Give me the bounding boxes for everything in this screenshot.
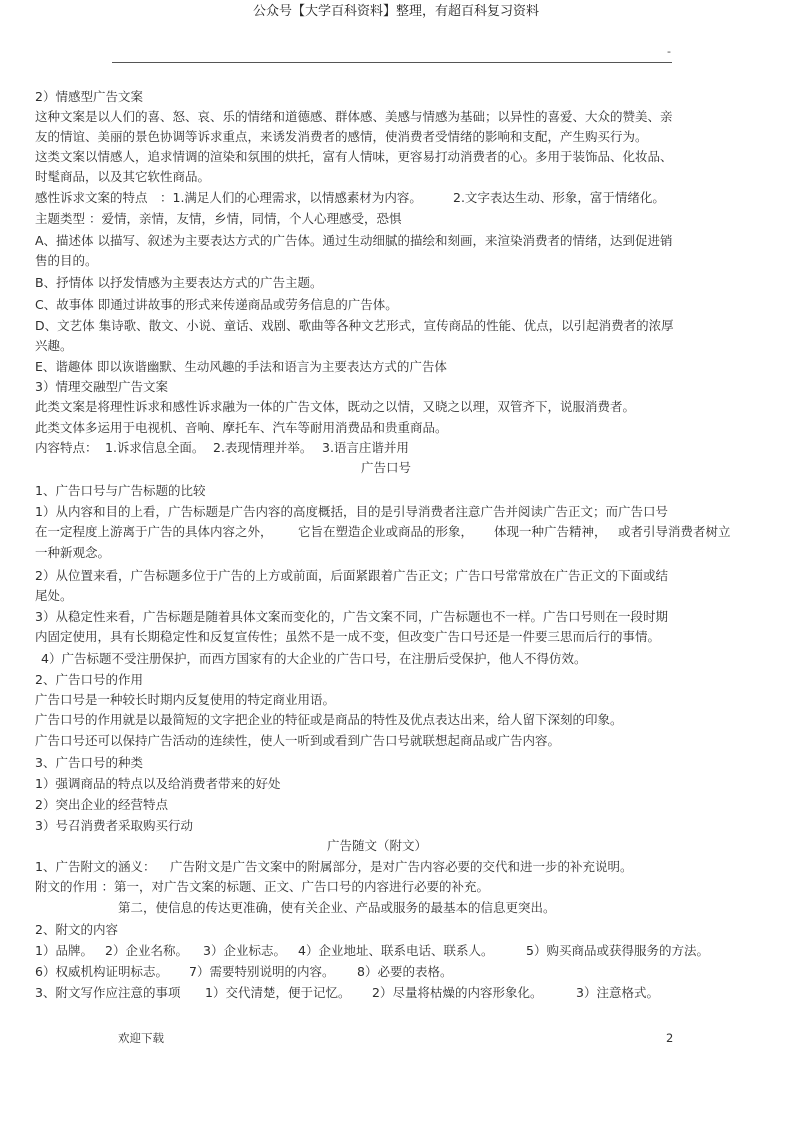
list-item: 1）强调商品的特点以及给消费者带来的好处 — [35, 776, 281, 791]
notes-item: 1）交代清楚，便于记忆。 — [205, 985, 351, 1000]
style-item-b: B、抒情体 以抒发情感为主要表达方式的广告主题。 — [35, 275, 323, 290]
paragraph-line: 4）广告标题不受注册保护，而西方国家有的大企业的广告口号，在注册后受保护，他人不得仿效。 — [41, 651, 587, 666]
paragraph-line: 尾处。 — [35, 588, 73, 603]
style-item-c: C、故事体 即通过讲故事的形式来传递商品或劳务信息的广告体。 — [35, 297, 398, 312]
header-mark: - — [667, 45, 671, 58]
paragraph-line: 此类文案是将理性诉求和感性诉求融为一体的广告文体，既动之以情，又晓之以理，双管齐下，说服消费者。 — [35, 399, 636, 414]
list-item: 2）突出企业的经营特点 — [35, 797, 168, 812]
points-item: 1.诉求信息全面。 — [105, 440, 205, 455]
page-header-title: 公众号【大学百科资料】整理，有超百科复习资料 — [252, 4, 539, 19]
themes-line: 主题类型 ：爱情，亲情，友情，乡情，同情，个人心理感受，恐惧 — [35, 211, 402, 226]
role-line: 第二，使信息的传达更准确，使有关企业、产品或服务的最基本的信息更突出。 — [118, 900, 556, 915]
paragraph-line: 此类文体多运用于电视机、音响、摩托车、汽车等耐用消费品和贵重商品。 — [35, 420, 448, 435]
paragraph-segment: 它旨在塑造企业或商品的形象， — [298, 524, 474, 539]
paragraph-segment: 体现一种广告精神， — [494, 524, 607, 539]
style-item-d-cont: 兴趣。 — [35, 338, 73, 353]
features-line: 感性诉求文案的特点 ：1.满足人们的心理需求，以情感素材为内容。 — [35, 190, 422, 205]
paragraph-line: 这类文案以情感人，追求情调的渲染和氛围的烘托，富有人情味，更容易打动消费者的心。多用于装饰品、化妆品、 — [35, 149, 673, 164]
points-item: 3.语言庄谐并用 — [322, 440, 409, 455]
paragraph-line: 1）从内容和目的上看，广告标题是广告内容的高度概括，目的是引导消费者注意广告并阅读广告正文；而广告口号 — [35, 504, 668, 519]
meaning-text: 广告附文是广告文案中的附属部分，是对广告内容必要的交代和进一步的补充说明。 — [170, 859, 633, 874]
section-heading-emotional: 2）情感型广告文案 — [35, 89, 143, 104]
features-item: 2.文字表达生动、形象，富于情绪化。 — [453, 190, 665, 205]
paragraph-line: 广告口号的作用就是以最简短的文字把企业的特征或是商品的特性及优点表达出来，给人留下深刻的印象。 — [35, 712, 623, 727]
paragraph-line: 这种文案是以人们的喜、怒、哀、乐的情绪和道德感、群体感、美感与情感为基础；以异性的喜爱、大众的赞美、亲 — [35, 109, 673, 124]
paragraph-segment: 或者引导消费者树立 — [618, 524, 731, 539]
style-item-a-cont: 售的目的。 — [35, 253, 98, 268]
style-item-a: A、描述体 以描写、叙述为主要表达方式的广告体。通过生动细腻的描绘和刻画，来渲染消费者的情绪，达到促进销 — [35, 233, 673, 248]
paragraph-line: 友的情谊、美丽的景色协调等诉求重点，来诱发消费者的感情，使消费者受情绪的影响和支配，产生购买行为。 — [35, 129, 648, 144]
paragraph-line: 一种新观念。 — [35, 545, 111, 560]
notes-label: 3、附文写作应注意的事项 — [35, 985, 181, 1000]
style-item-d: D、文艺体 集诗歌、散文、小说、童话、戏剧、歌曲等各种文艺形式，宣传商品的性能、优点，以引起消费者的浓厚 — [35, 318, 674, 333]
style-item-e: E、谐趣体 即以诙谐幽默、生动风趣的手法和语言为主要表达方式的广告体 — [35, 359, 447, 374]
page-number: 2 — [666, 1031, 674, 1045]
content-item: 5）购买商品或获得服务的方法。 — [526, 943, 709, 958]
points-item: 2.表现情理并举。 — [213, 440, 313, 455]
content-item: 1）品牌。 — [35, 943, 93, 958]
content-item: 8）必要的表格。 — [357, 964, 453, 979]
points-label: 内容特点： — [35, 440, 98, 455]
footer-download-text: 欢迎下载 — [118, 1031, 164, 1045]
meaning-label: 1、广告附文的涵义： — [35, 859, 156, 874]
paragraph-line: 3）从稳定性来看，广告标题是随着具体文案而变化的，广告文案不同，广告标题也不一样。广告口号则在一段时期 — [35, 609, 668, 624]
section-heading-mixed: 3）情理交融型广告文案 — [35, 379, 168, 394]
paragraph-segment: 在一定程度上游离于广告的具体内容之外， — [35, 524, 273, 539]
header-rule — [112, 62, 672, 63]
notes-item: 2）尽量将枯燥的内容形象化。 — [372, 985, 543, 1000]
paragraph-line: 广告口号还可以保持广告活动的连续性，使人一听到或看到广告口号就联想起商品或广告内容。 — [35, 733, 561, 748]
subheading-comparison: 1、广告口号与广告标题的比较 — [35, 483, 206, 498]
paragraph-line: 时髦商品，以及其它软性商品。 — [35, 169, 211, 184]
paragraph-line: 2）从位置来看，广告标题多位于广告的上方或前面，后面紧跟着广告正文；广告口号常常放在广告正文的下面或结 — [35, 568, 668, 583]
paragraph-line: 广告口号是一种较长时期内反复使用的特定商业用语。 — [35, 692, 336, 707]
content-item: 3）企业标志。 — [203, 943, 286, 958]
subheading-function: 2、广告口号的作用 — [35, 672, 143, 687]
notes-item: 3）注意格式。 — [576, 985, 659, 1000]
content-item: 7）需要特别说明的内容。 — [189, 964, 335, 979]
subheading-content: 2、附文的内容 — [35, 922, 118, 937]
list-item: 3）号召消费者采取购买行动 — [35, 818, 193, 833]
content-item: 4）企业地址、联系电话、联系人。 — [298, 943, 494, 958]
paragraph-line: 内固定使用，具有长期稳定性和反复宣传性；虽然不是一成不变，但改变广告口号还是一件要三思而后行的事情。 — [35, 629, 661, 644]
content-item: 6）权威机构证明标志。 — [35, 964, 168, 979]
section-title-appendix: 广告随文（附文） — [327, 838, 428, 853]
subheading-types: 3、广告口号的种类 — [35, 755, 143, 770]
role-line: 附文的作用 ：第一，对广告文案的标题、正文、广告口号的内容进行必要的补充。 — [35, 879, 489, 894]
section-title-slogan: 广告口号 — [361, 460, 412, 475]
content-item: 2）企业名称。 — [105, 943, 188, 958]
